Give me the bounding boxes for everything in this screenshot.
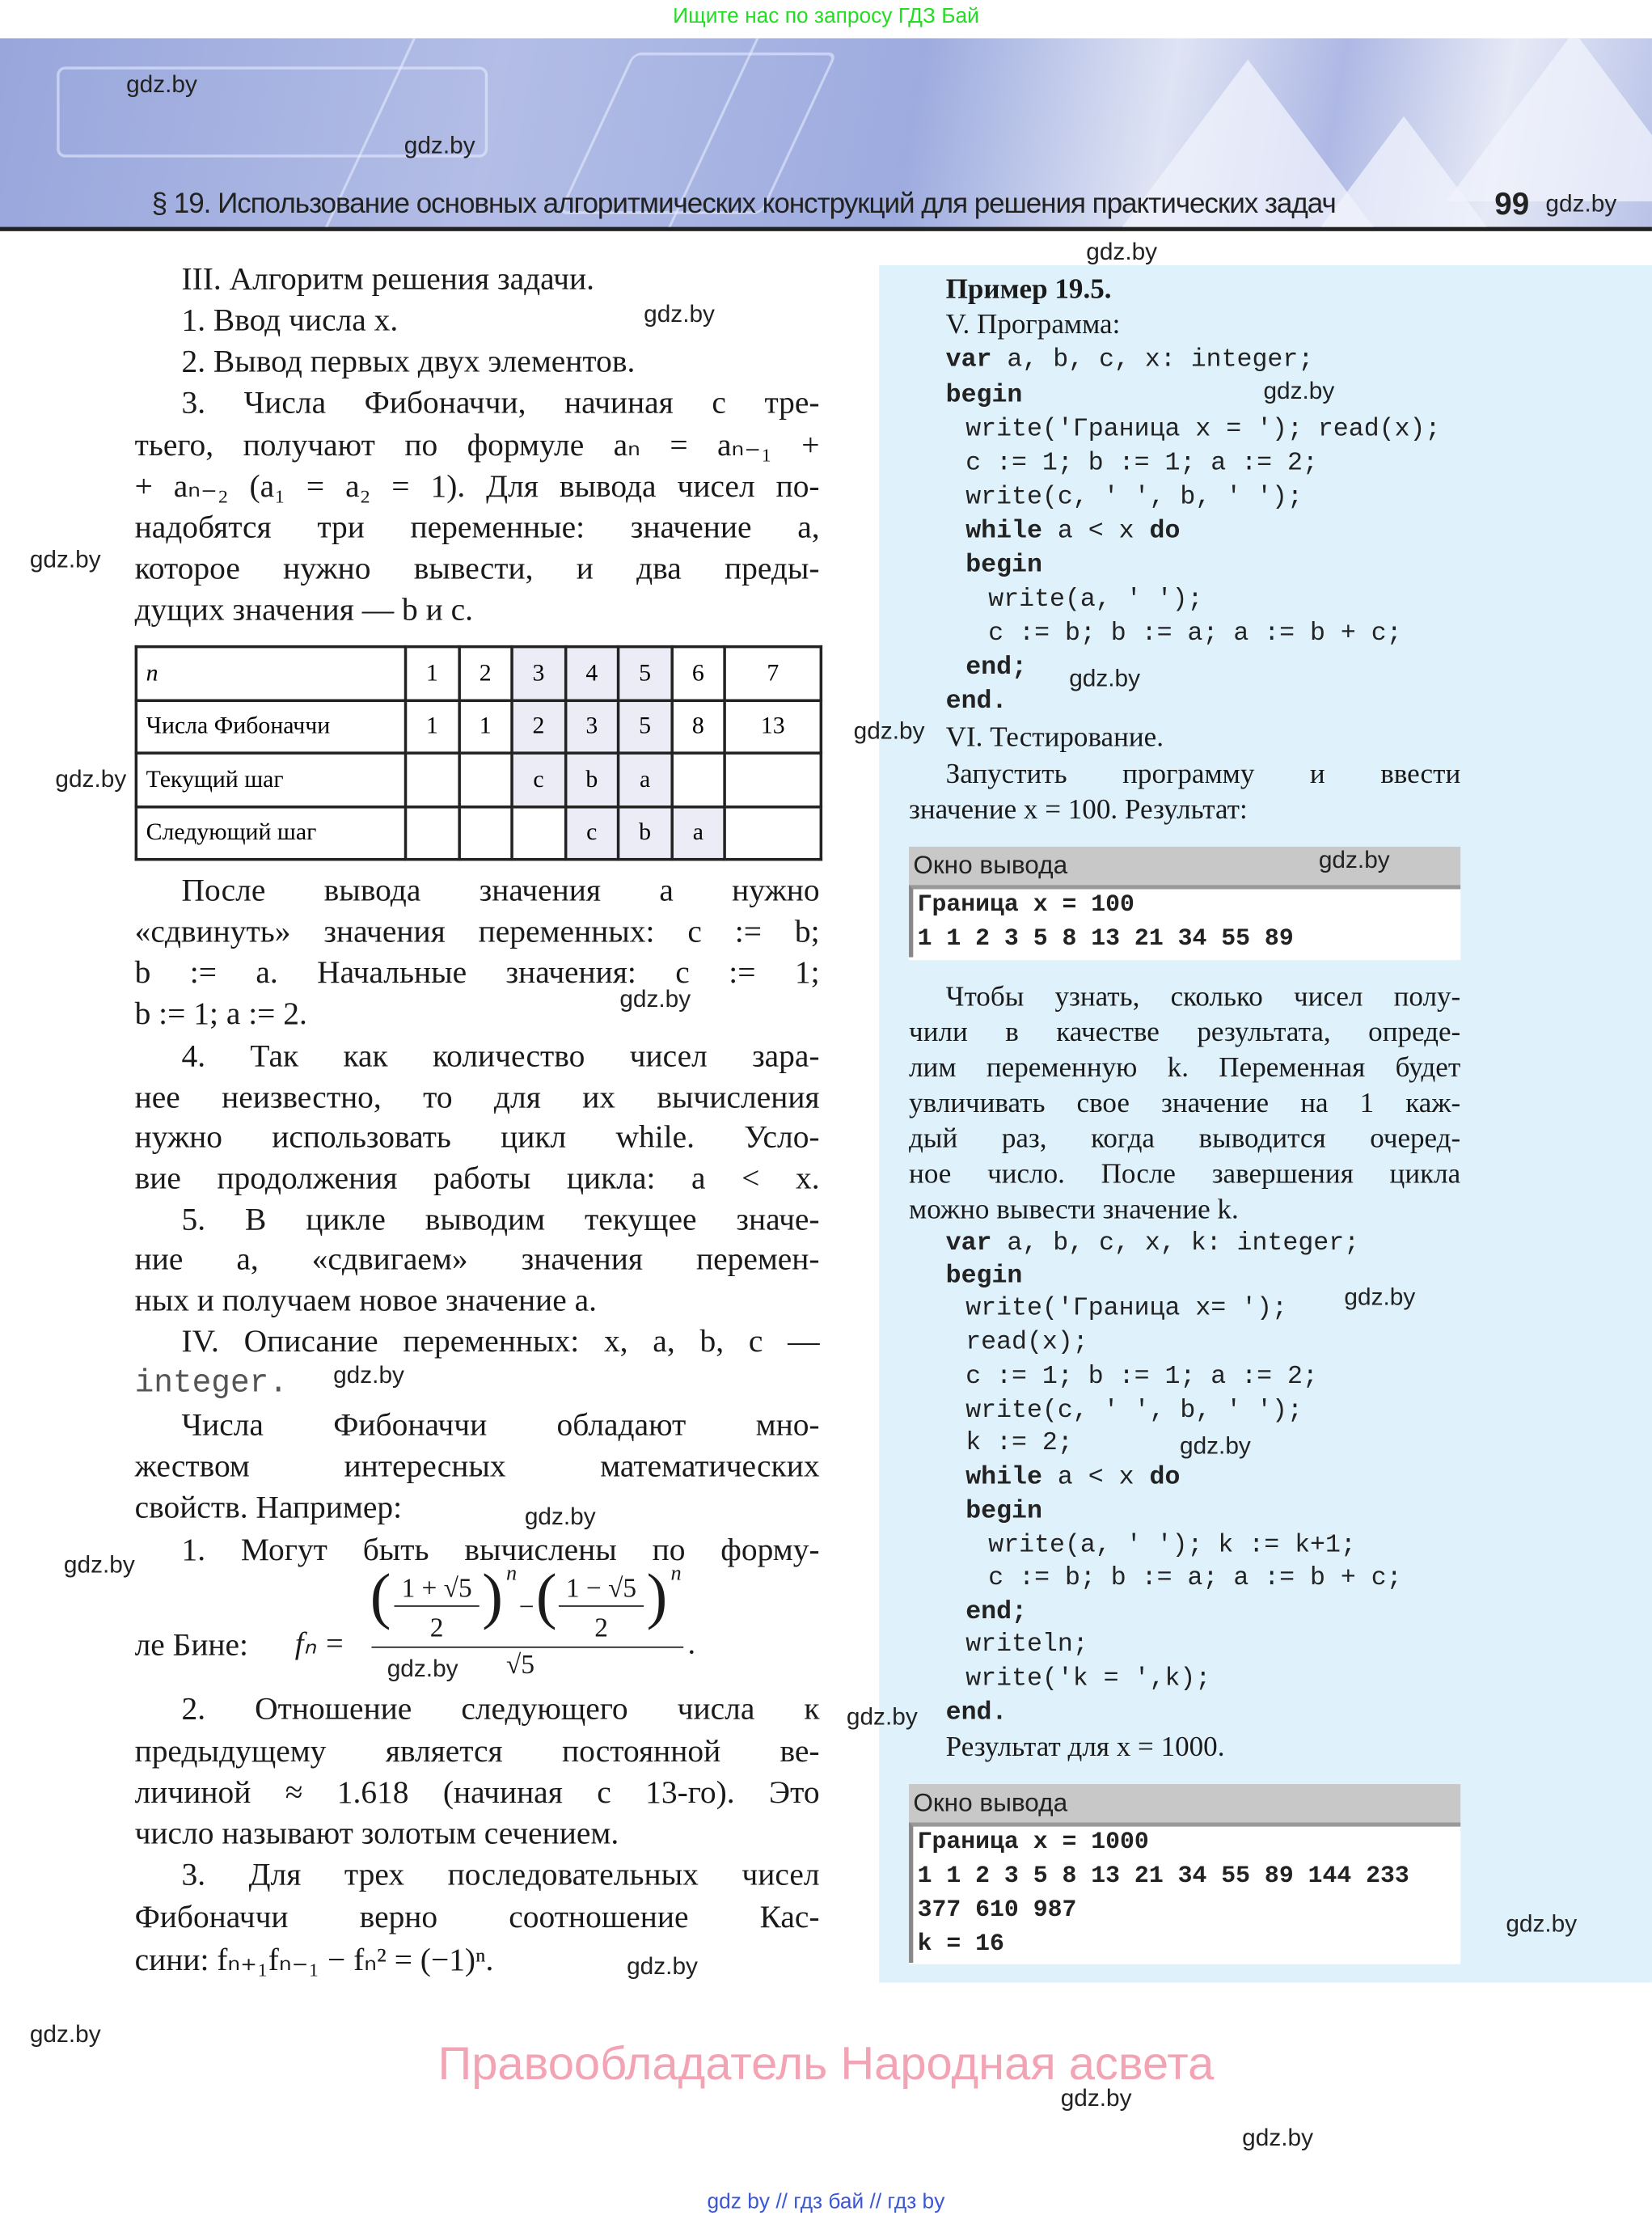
table-cell: 3: [565, 700, 619, 753]
table-row: [136, 806, 821, 860]
watermark: gdz.by: [1179, 1432, 1251, 1460]
table-cell: 1: [458, 700, 512, 753]
text-line: Чтобы узнать, сколько чисел полу-: [945, 981, 1461, 1013]
code-line: begin: [965, 552, 1042, 581]
text-line: сини: fₙ₊₁fₙ₋₁ − fₙ² = (−1)ⁿ.: [134, 1941, 494, 1977]
text-line: ние a, «сдвигаем» значения перемен-: [134, 1241, 820, 1277]
code-line: c := 1; b := 1; a := 2;: [965, 449, 1318, 478]
code-line: while a < x do: [965, 1463, 1181, 1492]
watermark: gdz.by: [29, 2020, 101, 2049]
watermark: gdz.by: [524, 1503, 596, 1531]
copyright-notice: Правообладатель Народная асвета: [437, 2036, 1215, 2090]
text-line: чили в качестве результата, опреде-: [909, 1017, 1461, 1048]
formula-num1: 1 + √5: [395, 1574, 480, 1606]
table-cell: [458, 753, 512, 806]
formula-end: .: [687, 1625, 696, 1661]
table-cell: 13: [725, 700, 821, 753]
code-line: c := b; b := a; a := b + c;: [988, 619, 1402, 649]
text-line: нее неизвестно, то для их вычисления: [134, 1079, 820, 1115]
watermark: gdz.by: [126, 70, 197, 98]
table-cell: b: [565, 753, 619, 806]
text-line: 4. Так как количество чисел зара-: [181, 1038, 820, 1074]
search-hint-banner[interactable]: Ищите нас по запросу ГДЗ Бай: [673, 4, 979, 29]
formula-den: √5: [506, 1651, 534, 1681]
table-cell: c: [512, 753, 565, 806]
table-cell: a: [619, 753, 672, 806]
output-window: [909, 1784, 1460, 1964]
table-cell: 1: [406, 647, 459, 700]
table-cell: [512, 806, 565, 860]
watermark: gdz.by: [29, 546, 101, 573]
paren-left: (: [535, 1561, 557, 1631]
watermark: gdz.by: [1318, 846, 1390, 874]
table-cell: [725, 806, 821, 860]
output-line: k = 16: [917, 1931, 1004, 1959]
paren-right: ): [646, 1561, 668, 1631]
text-line: значение x = 100. Результат:: [909, 794, 1248, 826]
text-line: личиной ≈ 1.618 (начиная с 13-го). Это: [134, 1774, 820, 1810]
paren-left: (: [370, 1561, 391, 1631]
text-line: Запустить программу и ввести: [945, 759, 1461, 790]
watermark: gdz.by: [55, 765, 127, 793]
code-line: begin: [945, 381, 1023, 410]
code-line: write('Граница x = '); read(x);: [965, 415, 1441, 444]
text-line: дый раз, когда выводится очеред-: [909, 1123, 1461, 1155]
code-line: begin: [945, 1262, 1023, 1291]
text-line: увличивать свое значение на 1 каж-: [909, 1088, 1461, 1119]
table-cell: b: [619, 806, 672, 860]
watermark: gdz.by: [1069, 665, 1141, 692]
table-cell: 5: [619, 700, 672, 753]
watermark: gdz.by: [387, 1655, 458, 1682]
table-cell: 2: [512, 700, 565, 753]
text-line: Фибоначчи верно соотношение Кас-: [134, 1899, 820, 1934]
result-line: Результат для x = 1000.: [945, 1731, 1225, 1763]
text-line: 1. Могут быть вычислены по форму-: [181, 1531, 820, 1567]
table-cell: n: [136, 647, 405, 700]
table-cell: [406, 753, 459, 806]
program-heading: V. Программа:: [945, 309, 1121, 340]
watermark: gdz.by: [619, 985, 691, 1013]
text-line: b := 1; a := 2.: [134, 996, 307, 1031]
watermark: gdz.by: [644, 300, 715, 328]
table-cell: [406, 806, 459, 860]
output-line: 1 1 2 3 5 8 13 21 34 55 89 144 233: [917, 1863, 1409, 1891]
code-line: var a, b, c, x: integer;: [945, 345, 1314, 374]
testing-heading: VI. Тестирование.: [945, 721, 1164, 754]
watermark: gdz.by: [1242, 2124, 1313, 2152]
text-line: 5. В цикле выводим текущее значе-: [181, 1201, 820, 1237]
code-line: begin: [965, 1497, 1042, 1526]
text-line: ле Бине:: [134, 1626, 249, 1663]
watermark: gdz.by: [1545, 189, 1617, 218]
output-line: 1 1 2 3 5 8 13 21 34 55 89: [917, 926, 1294, 953]
text-line: предыдущему является постоянной ве-: [134, 1732, 820, 1769]
text-line: «сдвинуть» значения переменных: c := b;: [134, 913, 820, 949]
paren-right: ): [482, 1561, 503, 1631]
code-line: end.: [945, 687, 1008, 717]
formula-lhs: fₙ =: [294, 1625, 345, 1661]
text-line: 1. Ввод числа x.: [181, 302, 399, 338]
table-cell: 6: [671, 647, 725, 700]
text-line: ных и получаем новое значение a.: [134, 1282, 597, 1318]
table-cell: 7: [725, 647, 821, 700]
code-line: write(a, ' ');: [988, 586, 1203, 615]
page-number: 99: [1494, 185, 1530, 222]
text-line: Числа Фибоначчи обладают мно-: [181, 1406, 820, 1443]
table-cell: a: [671, 806, 725, 860]
table-cell: 1: [406, 700, 459, 753]
text-line: + aₙ₋₂ (a₁ = a₂ = 1). Для вывода чисел по-: [134, 467, 820, 504]
formula-exp: n: [670, 1562, 682, 1586]
text-line: тьего, получают по формуле aₙ = aₙ₋₁ +: [134, 426, 820, 463]
watermark: gdz.by: [1344, 1283, 1416, 1311]
watermark: gdz.by: [1060, 2084, 1132, 2112]
output-window-body: [909, 1822, 1460, 1963]
formula-minus: −: [518, 1592, 534, 1623]
table-row: [136, 700, 821, 753]
watermark: gdz.by: [333, 1361, 404, 1389]
text-line: число называют золотым сечением.: [134, 1815, 619, 1851]
text-line: 2. Отношение следующего числа к: [181, 1690, 820, 1727]
output-window-body: [909, 885, 1460, 957]
table-cell: Следующий шаг: [136, 806, 405, 860]
text-line: III. Алгоритм решения задачи.: [181, 260, 594, 297]
code-line: end;: [965, 1598, 1027, 1627]
watermark: gdz.by: [627, 1952, 698, 1981]
text-line: свойств. Например:: [134, 1489, 403, 1525]
text-line: лим переменную k. Переменная будет: [909, 1052, 1461, 1084]
text-line: нужно использовать цикл while. Усло-: [134, 1118, 820, 1155]
table-cell: 2: [458, 647, 512, 700]
table-cell: Текущий шаг: [136, 753, 405, 806]
formula-num2: 1 − √5: [559, 1574, 644, 1606]
code-line: end;: [965, 653, 1027, 683]
table-cell: 4: [565, 647, 619, 700]
code-line: var a, b, c, x, k: integer;: [945, 1229, 1360, 1258]
code-line: write(a, ' '); k := k+1;: [988, 1531, 1356, 1560]
code-line: write('k = ',k);: [965, 1664, 1211, 1693]
text-line: можно вывести значение k.: [909, 1194, 1239, 1226]
table-cell: 5: [619, 647, 672, 700]
watermark: gdz.by: [1506, 1910, 1578, 1938]
watermark: gdz.by: [853, 717, 925, 745]
example-title: Пример 19.5.: [945, 273, 1112, 306]
text-line: жеством интересных математических: [134, 1448, 820, 1484]
table-cell: 3: [512, 647, 565, 700]
fraction-bar: [371, 1647, 683, 1648]
section-title: § 19. Использование основных алгоритмических конструкций для решения практических задач: [151, 188, 1336, 220]
output-window-title: Окно вывода: [909, 847, 1460, 885]
text-line: вие продолжения работы цикла: a < x.: [134, 1160, 820, 1196]
text-line: integer.: [134, 1364, 289, 1402]
text-line: 3. Числа Фибоначчи, начиная с тре-: [181, 384, 820, 421]
table-cell: [458, 806, 512, 860]
text-line: которое нужно вывести, и два преды-: [134, 550, 820, 586]
text-line: ное число. После завершения цикла: [909, 1158, 1461, 1190]
output-window-title: Окно вывода: [909, 1784, 1460, 1822]
watermark: gdz.by: [1263, 377, 1335, 404]
table-cell: Числа Фибоначчи: [136, 700, 405, 753]
output-line: 377 610 987: [917, 1897, 1077, 1925]
watermark: gdz.by: [403, 132, 475, 159]
formula-den-small: 2: [594, 1613, 608, 1644]
output-line: Граница x = 100: [917, 892, 1134, 920]
watermark: gdz.by: [846, 1703, 918, 1731]
formula-den-small: 2: [429, 1613, 444, 1644]
text-line: дущих значения — b и c.: [134, 591, 473, 628]
text-line: После вывода значения a нужно: [181, 872, 820, 908]
table-cell: [725, 753, 821, 806]
code-line: write(c, ' ', b, ' ');: [965, 1397, 1303, 1426]
text-line: надобятся три переменные: значение a,: [134, 509, 820, 545]
code-line: c := b; b := a; a := b + c;: [988, 1564, 1402, 1593]
watermark: gdz.by: [63, 1551, 135, 1579]
text-line: 3. Для трех последовательных чисел: [181, 1856, 820, 1892]
table-cell: c: [565, 806, 619, 860]
output-line: Граница x = 1000: [917, 1829, 1149, 1857]
fibonacci-table: [135, 645, 822, 861]
formula-exp: n: [506, 1562, 518, 1586]
code-line: c := 1; b := 1; a := 2;: [965, 1363, 1318, 1392]
watermark: gdz.by: [1086, 238, 1158, 265]
text-line: 2. Вывод первых двух элементов.: [181, 343, 636, 379]
code-line: end.: [945, 1698, 1008, 1727]
code-line: writeln;: [965, 1630, 1088, 1660]
table-row: [136, 647, 821, 700]
code-line: write('Граница x= ');: [965, 1295, 1287, 1324]
text-line: b := a. Начальные значения: c := 1;: [134, 954, 820, 991]
code-line: while a < x do: [965, 518, 1181, 547]
text-line: IV. Описание переменных: x, a, b, c —: [181, 1323, 820, 1359]
table-row: [136, 753, 821, 806]
code-line: write(c, ' ', b, ' ');: [965, 483, 1303, 513]
code-line: k := 2;: [965, 1429, 1073, 1458]
table-cell: 8: [671, 700, 725, 753]
code-line: read(x);: [965, 1329, 1088, 1358]
footer-links[interactable]: gdz by // гдз бай // гдз by: [707, 2189, 945, 2214]
table-cell: [671, 753, 725, 806]
